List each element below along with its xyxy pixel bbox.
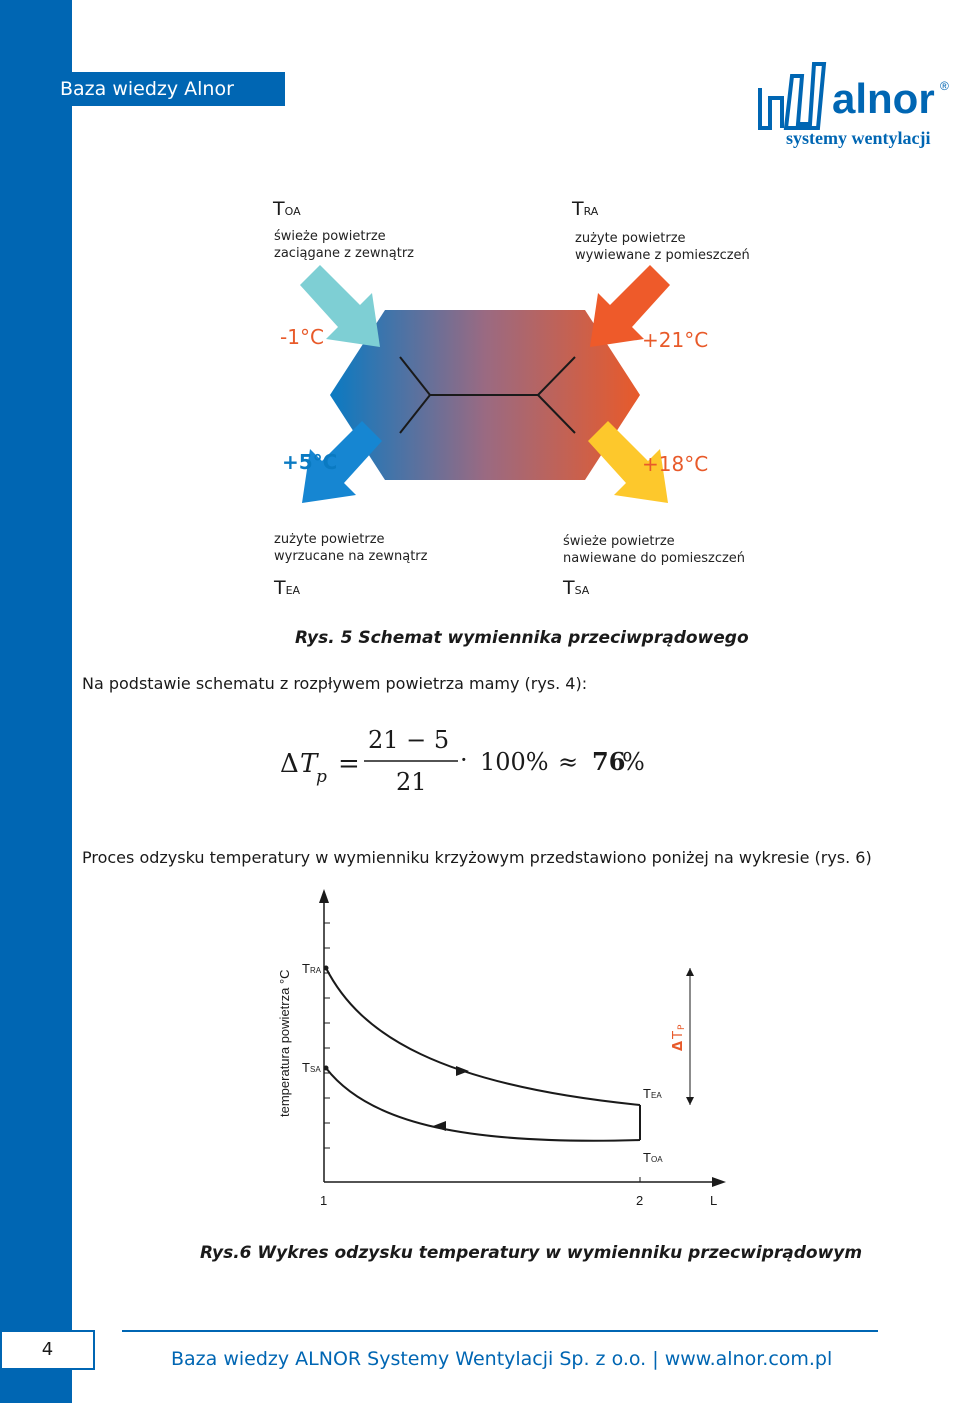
formula-result-percent: % bbox=[622, 748, 645, 776]
y-axis-title: temperatura powietrza °C bbox=[277, 969, 292, 1117]
formula-delta: Δ bbox=[280, 749, 299, 779]
svg-text:Δ: Δ bbox=[671, 1040, 686, 1051]
point-tra bbox=[324, 966, 329, 971]
x-label-1: 1 bbox=[320, 1193, 328, 1208]
sidebar-band bbox=[0, 0, 72, 1403]
logo-mark-wave bbox=[786, 64, 824, 128]
paragraph-2: Proces odzysku temperatury w wymienniku krzyżowym przedstawiono poniżej na wykresie (rys. 6) bbox=[82, 848, 872, 867]
formula-result: 76 bbox=[592, 747, 626, 776]
y-axis-arrow-icon bbox=[319, 889, 329, 903]
formula-approx: ≈ bbox=[558, 748, 579, 776]
logo-tagline: systemy wentylacji bbox=[786, 128, 931, 148]
temperature-recovery-chart bbox=[270, 885, 740, 1225]
temp-sa: +18°C bbox=[642, 452, 709, 476]
label-tea-t: T bbox=[643, 1086, 651, 1101]
point-tsa bbox=[324, 1066, 329, 1071]
label-tea-s: EA bbox=[651, 1091, 662, 1100]
label-tsa-s: SA bbox=[310, 1065, 321, 1074]
label-toa-t: T bbox=[643, 1150, 651, 1165]
delta-tp-arrow-down-icon bbox=[686, 1097, 694, 1105]
curve-supply-air bbox=[326, 968, 640, 1105]
figure-6-caption: Rys.6 Wykres odzysku temperatury w wymienniku przecwiprądowym bbox=[200, 1243, 863, 1263]
logo-brand: alnor bbox=[832, 75, 935, 122]
curve-outdoor-air bbox=[326, 1068, 640, 1141]
temp-ea: +5°C bbox=[282, 450, 338, 474]
tsa-label: TSA bbox=[563, 577, 590, 599]
flow-arrow-right-icon bbox=[456, 1066, 469, 1076]
svg-text:T: T bbox=[671, 1031, 686, 1039]
flow-arrow-left-icon bbox=[433, 1121, 446, 1131]
toa-label: TOA bbox=[273, 198, 301, 220]
delta-tp-label bbox=[671, 1024, 687, 1051]
formula bbox=[280, 720, 700, 810]
x-label-l: L bbox=[710, 1193, 718, 1208]
figure-5-caption: Rys. 5 Schemat wymiennika przeciwprądowego bbox=[295, 628, 749, 648]
x-axis-arrow-icon bbox=[712, 1177, 726, 1187]
formula-denominator: 21 bbox=[396, 768, 427, 796]
formula-percent: 100% bbox=[480, 748, 549, 776]
logo-registered: ® bbox=[940, 79, 949, 93]
label-toa-s: OA bbox=[651, 1155, 663, 1164]
label-tra-s: RA bbox=[310, 966, 322, 975]
tea-desc: zużyte powietrze wyrzucane na zewnątrz bbox=[274, 532, 428, 564]
formula-dot: · bbox=[460, 746, 468, 774]
tsa-desc: świeże powietrze nawiewane do pomieszczeń bbox=[563, 534, 746, 566]
header-title: Baza wiedzy Alnor bbox=[42, 72, 285, 106]
tra-desc: zużyte powietrze wywiewane z pomieszczeń bbox=[575, 231, 750, 263]
alnor-logo bbox=[752, 58, 952, 150]
formula-p: p bbox=[316, 767, 327, 787]
tea-label: TEA bbox=[274, 577, 301, 599]
temp-oa: -1°C bbox=[280, 325, 324, 349]
label-tsa-t: T bbox=[302, 1060, 310, 1075]
logo-mark bbox=[760, 88, 782, 128]
x-label-2: 2 bbox=[636, 1193, 644, 1208]
footer-rule bbox=[122, 1330, 878, 1332]
label-tra-t: T bbox=[302, 961, 310, 976]
paragraph-1: Na podstawie schematu z rozpływem powietrza mamy (rys. 4): bbox=[82, 674, 588, 693]
footer-text: Baza wiedzy ALNOR Systemy Wentylacji Sp. z o.o. | www.alnor.com.pl bbox=[171, 1348, 833, 1370]
exchanger-diagram bbox=[270, 265, 720, 525]
svg-text:P: P bbox=[677, 1024, 687, 1030]
delta-tp-arrow-up-icon bbox=[686, 968, 694, 976]
formula-t: T bbox=[300, 749, 318, 779]
formula-numerator: 21 − 5 bbox=[368, 726, 450, 754]
toa-desc: świeże powietrze zaciągane z zewnątrz bbox=[274, 229, 414, 261]
formula-eq: = bbox=[338, 749, 360, 779]
tra-label: TRA bbox=[572, 198, 599, 220]
temp-ra: +21°C bbox=[642, 328, 709, 352]
y-axis-ticks bbox=[324, 923, 330, 1148]
page-number: 4 bbox=[0, 1330, 95, 1370]
